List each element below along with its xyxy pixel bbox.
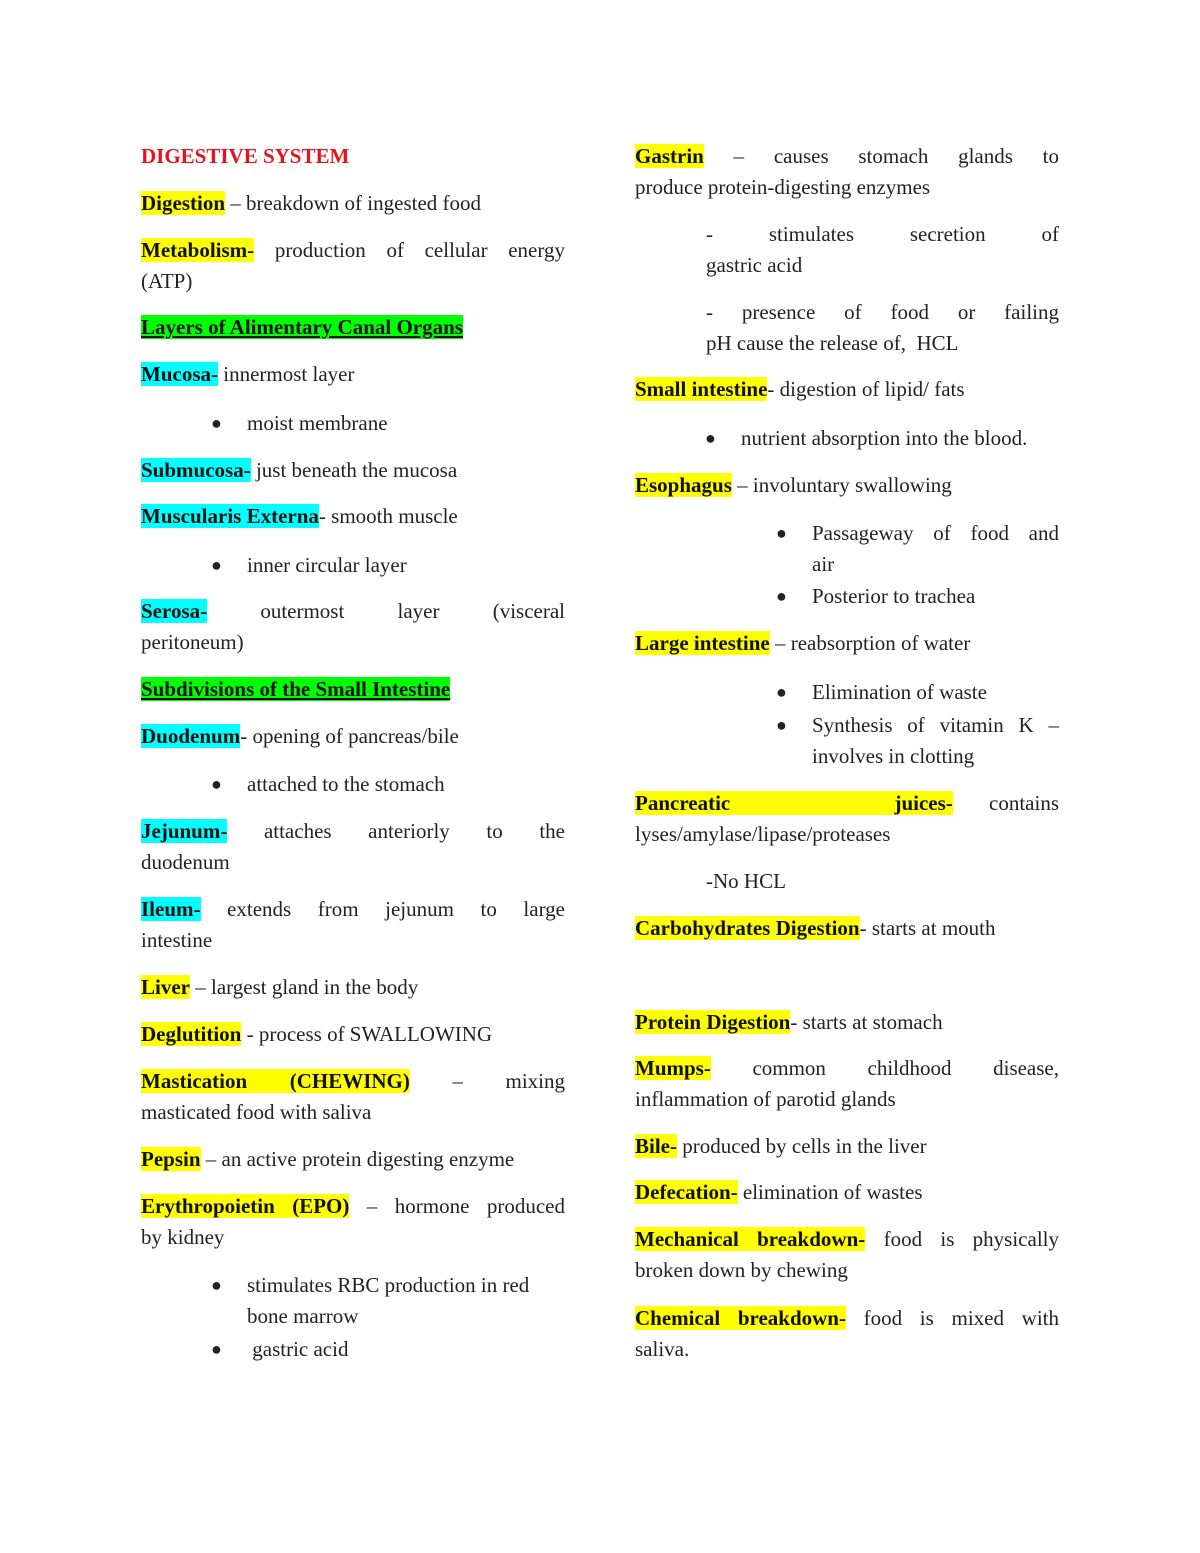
- heading-layers: Layers of Alimentary Canal Organs: [141, 315, 463, 339]
- entry-pancreatic: Pancreatic juices- contains: [635, 791, 1059, 815]
- heading-subdivisions: Subdivisions of the Small Intestine: [141, 677, 451, 701]
- entry-gastrin-sub1: - stimulates secretion of: [706, 222, 1059, 246]
- entry-mechanical-cont: broken down by chewing: [635, 1258, 848, 1282]
- entry-pancreatic-sub: -No HCL: [706, 869, 786, 893]
- entry-muscularis: Muscularis Externa- smooth muscle: [141, 504, 458, 528]
- entry-metabolism-cont: (ATP): [141, 269, 193, 293]
- entry-mechanical: Mechanical breakdown- food is physically: [635, 1227, 1059, 1251]
- entry-protein: Protein Digestion- starts at stomach: [635, 1010, 943, 1034]
- entry-mumps: Mumps- common childhood disease,: [635, 1056, 1059, 1080]
- entry-gastrin: Gastrin – causes stomach glands to: [635, 144, 1059, 168]
- entry-epo: Erythropoietin (EPO) – hormone produced: [141, 1194, 565, 1218]
- entry-bile: Bile- produced by cells in the liver: [635, 1134, 927, 1158]
- entry-chemical: Chemical breakdown- food is mixed with: [635, 1306, 1059, 1330]
- entry-mucosa: Mucosa- innermost layer: [141, 362, 355, 386]
- entry-serosa: Serosa- outermost layer (visceral: [141, 599, 565, 623]
- entry-chemical-cont: saliva.: [635, 1337, 690, 1361]
- entry-large-intestine: Large intestine – reabsorption of water: [635, 631, 971, 655]
- entry-esophagus: Esophagus – involuntary swallowing: [635, 473, 952, 497]
- bullet-icon: ●: [776, 523, 787, 543]
- bullet-icon: ●: [211, 774, 222, 794]
- entry-gastrin-sub2: - presence of food or failing: [706, 300, 1059, 324]
- bullet-icon: ●: [705, 428, 716, 448]
- entry-gastrin-sub1-cont: gastric acid: [706, 253, 803, 277]
- entry-gastrin-cont: produce protein-digesting enzymes: [635, 175, 931, 199]
- entry-small-intestine: Small intestine- digestion of lipid/ fats: [635, 377, 965, 401]
- entry-epo-cont: by kidney: [141, 1225, 225, 1249]
- entry-digestion: Digestion – breakdown of ingested food: [141, 191, 482, 215]
- entry-pepsin: Pepsin – an active protein digesting enzyme: [141, 1147, 515, 1171]
- entry-liver: Liver – largest gland in the body: [141, 975, 419, 999]
- page-title: DIGESTIVE SYSTEM: [141, 144, 350, 168]
- entry-metabolism: Metabolism- production of cellular energy: [141, 238, 565, 262]
- entry-jejunum: Jejunum- attaches anteriorly to the: [141, 819, 565, 843]
- bullet-icon: ●: [776, 586, 787, 606]
- entry-mumps-cont: inflammation of parotid glands: [635, 1087, 896, 1111]
- bullet-icon: ●: [211, 555, 222, 575]
- entry-deglutition: Deglutition - process of SWALLOWING: [141, 1022, 493, 1046]
- bullet-icon: ●: [211, 1339, 222, 1359]
- entry-carbs: Carbohydrates Digestion- starts at mouth: [635, 916, 996, 940]
- entry-serosa-cont: peritoneum): [141, 630, 244, 654]
- entry-defecation: Defecation- elimination of wastes: [635, 1180, 923, 1204]
- entry-gastrin-sub2-cont: pH cause the release of, HCL: [706, 331, 959, 355]
- entry-duodenum: Duodenum- opening of pancreas/bile: [141, 724, 459, 748]
- bullet-icon: ●: [211, 413, 222, 433]
- entry-mastication-cont: masticated food with saliva: [141, 1100, 372, 1124]
- bullet-icon: ●: [211, 1275, 222, 1295]
- entry-ileum-cont: intestine: [141, 928, 213, 952]
- entry-jejunum-cont: duodenum: [141, 850, 230, 874]
- entry-ileum: Ileum- extends from jejunum to large: [141, 897, 565, 921]
- entry-pancreatic-cont: lyses/amylase/lipase/proteases: [635, 822, 891, 846]
- bullet-icon: ●: [776, 715, 787, 735]
- entry-mastication: Mastication (CHEWING) – mixing: [141, 1069, 565, 1093]
- bullet-icon: ●: [776, 682, 787, 702]
- entry-submucosa: Submucosa- just beneath the mucosa: [141, 458, 458, 482]
